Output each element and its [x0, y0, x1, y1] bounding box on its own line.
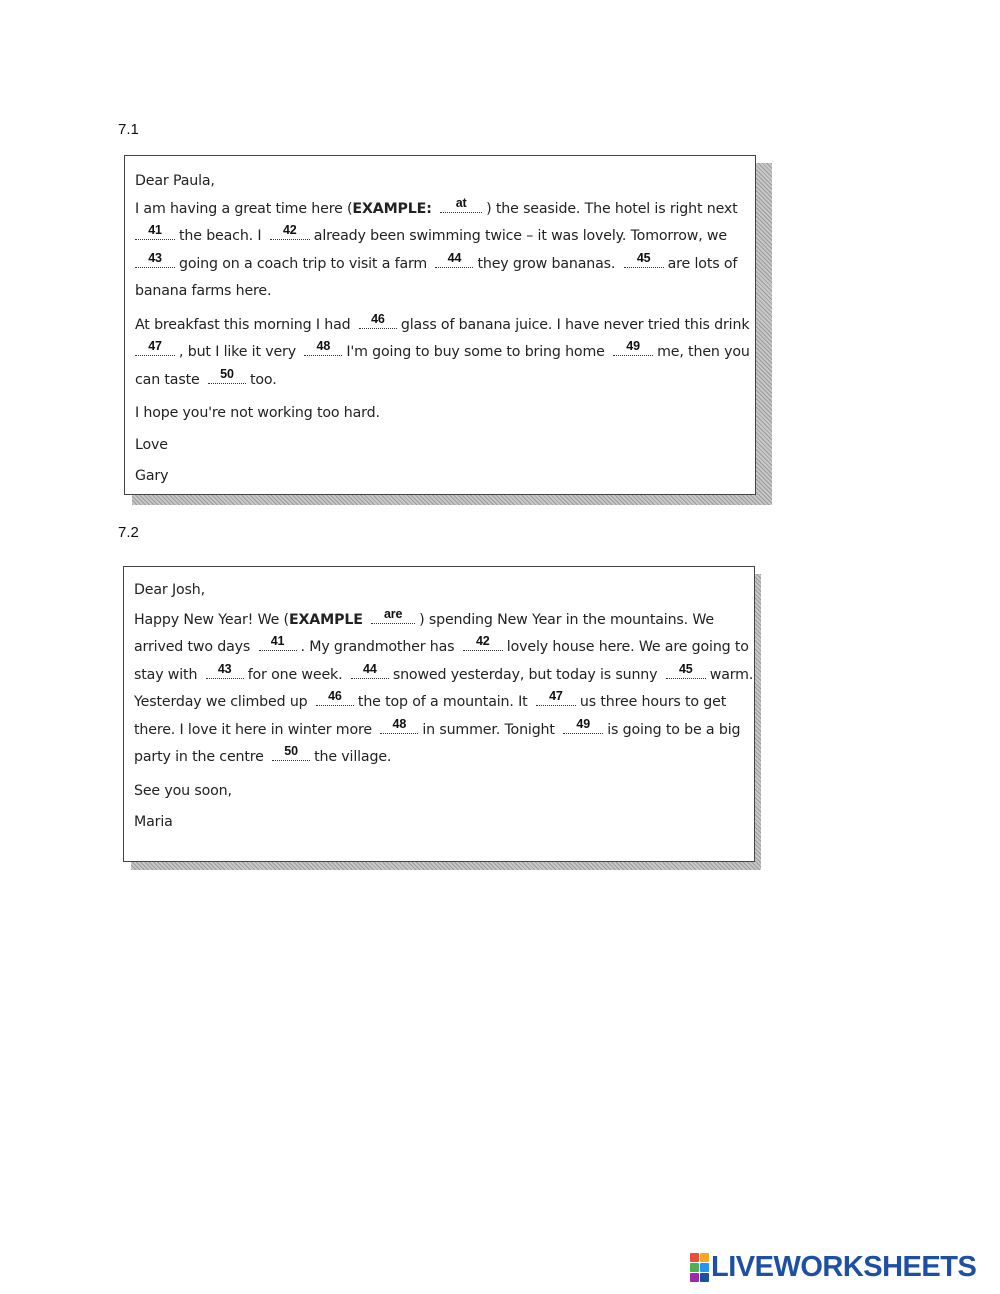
text: in summer. Tonight: [422, 721, 555, 738]
liveworksheets-logo: [690, 1250, 976, 1284]
text: us three hours to get: [579, 694, 727, 710]
card-body: [123, 566, 755, 862]
text: Happy New Year! We (: [134, 611, 289, 628]
example-answer-text: at: [455, 195, 467, 210]
blank-number: 44: [447, 250, 462, 265]
greeting: Dear Paula,: [135, 173, 215, 189]
example-label: EXAMPLE:: [352, 200, 432, 217]
logo-square: [700, 1253, 709, 1262]
blank-number: 43: [217, 661, 232, 676]
blank-50[interactable]: [208, 367, 246, 384]
greeting: Dear Josh,: [134, 582, 205, 598]
text: ) the seaside. The hotel is right next: [486, 200, 738, 217]
example-answer: [371, 607, 415, 624]
blank-41[interactable]: [259, 634, 297, 651]
blank-50[interactable]: [272, 744, 310, 761]
blank-48[interactable]: [380, 717, 418, 734]
blank-number: 46: [328, 689, 342, 703]
text: warm.: [709, 666, 754, 683]
blank-45[interactable]: [666, 662, 706, 679]
text: , but I like it very: [179, 344, 296, 360]
letter-line: [135, 367, 743, 395]
example-answer-text: are: [383, 606, 403, 621]
blank-number: 46: [371, 311, 385, 326]
text: arrived two days: [134, 639, 251, 655]
section-label-7-2: 7.2: [118, 524, 139, 541]
blank-number: 49: [626, 339, 640, 353]
text: stay with: [134, 666, 198, 683]
blank-number: 41: [148, 223, 162, 237]
blank-number: 48: [316, 339, 331, 353]
blank-42[interactable]: [463, 634, 503, 651]
blank-number: 50: [220, 366, 234, 381]
logo-text: LIVEWORKSHEETS: [711, 1250, 977, 1283]
blank-number: 48: [392, 716, 407, 731]
letter-card-paula: [124, 155, 774, 507]
text: snowed yesterday, but today is sunny: [392, 666, 658, 683]
blank-47[interactable]: [135, 339, 175, 356]
blank-number: 47: [148, 339, 162, 353]
text: are lots of: [667, 255, 738, 272]
text: Yesterday we climbed up: [134, 694, 308, 710]
blank-number: 49: [576, 716, 590, 731]
blank-number: 44: [363, 661, 377, 676]
closing: Love: [135, 436, 168, 453]
letter-line: banana farms here.: [135, 283, 272, 299]
letter-line: [134, 689, 742, 717]
blank-number: 45: [678, 661, 693, 676]
blank-44[interactable]: [435, 251, 473, 268]
blank-number: 47: [549, 689, 563, 703]
blank-47[interactable]: [536, 689, 576, 706]
text: the beach. I: [179, 228, 262, 244]
letter-line: [135, 251, 743, 279]
signature: Maria: [134, 814, 173, 830]
card-body: [124, 155, 756, 495]
text: me, then you: [657, 344, 750, 360]
logo-square: [690, 1263, 699, 1272]
text: I am having a great time here (: [135, 200, 353, 217]
letter-line: [134, 661, 754, 690]
blank-45[interactable]: [624, 251, 664, 268]
text: party in the centre: [134, 749, 264, 765]
letter-text: [134, 577, 754, 837]
blank-number: 42: [475, 634, 490, 648]
text: there. I love it here in winter more: [134, 721, 372, 738]
letter-text: [135, 168, 750, 491]
letter-line: [134, 717, 742, 745]
section-label-7-1: 7.1: [118, 121, 139, 138]
text: . My grandmother has: [300, 639, 455, 655]
letter-line: I hope you're not working too hard.: [135, 405, 380, 421]
text: is going to be a big: [607, 721, 741, 738]
text: the top of a mountain. It: [357, 694, 528, 710]
example-answer: [440, 196, 482, 213]
logo-square: [700, 1263, 709, 1272]
text: the village.: [314, 749, 392, 765]
text: I'm going to buy some to bring home: [346, 344, 605, 360]
text: they grow bananas.: [477, 255, 616, 272]
text: At breakfast this morning I had: [135, 316, 351, 333]
logo-square: [690, 1273, 699, 1282]
text: already been swimming twice – it was lovely. Tomorrow, we: [313, 228, 727, 244]
text: can taste: [135, 371, 200, 388]
text: glass of banana juice. I have never tried this drink: [400, 316, 750, 333]
blank-number: 43: [148, 250, 162, 265]
example-label: EXAMPLE: [288, 611, 363, 628]
text: for one week.: [247, 666, 343, 683]
letter-line: [134, 744, 742, 772]
blank-44[interactable]: [351, 662, 389, 679]
letter-line: [134, 607, 742, 635]
letter-line: [135, 196, 743, 224]
blank-48[interactable]: [304, 339, 342, 356]
text: too.: [249, 371, 277, 388]
text: ) spending New Year in the mountains. We: [419, 611, 715, 628]
letter-card-josh: [123, 566, 763, 872]
closing: See you soon,: [134, 782, 232, 799]
blank-43[interactable]: [135, 251, 175, 268]
logo-square: [690, 1253, 699, 1262]
blank-43[interactable]: [206, 662, 244, 679]
text: going on a coach trip to visit a farm: [179, 255, 428, 272]
blank-number: 50: [284, 744, 298, 758]
blank-number: 45: [636, 250, 651, 265]
blank-number: 42: [282, 223, 297, 237]
logo-icon: [690, 1253, 708, 1281]
blank-49[interactable]: [613, 339, 653, 356]
blank-49[interactable]: [563, 717, 603, 734]
signature: Gary: [135, 468, 169, 484]
blank-46[interactable]: [316, 689, 354, 706]
blank-46[interactable]: [359, 312, 397, 329]
logo-square: [700, 1273, 709, 1282]
text: lovely house here. We are going to: [506, 639, 749, 655]
blank-41[interactable]: [135, 223, 175, 240]
blank-number: 41: [270, 634, 285, 648]
blank-42[interactable]: [270, 223, 310, 240]
